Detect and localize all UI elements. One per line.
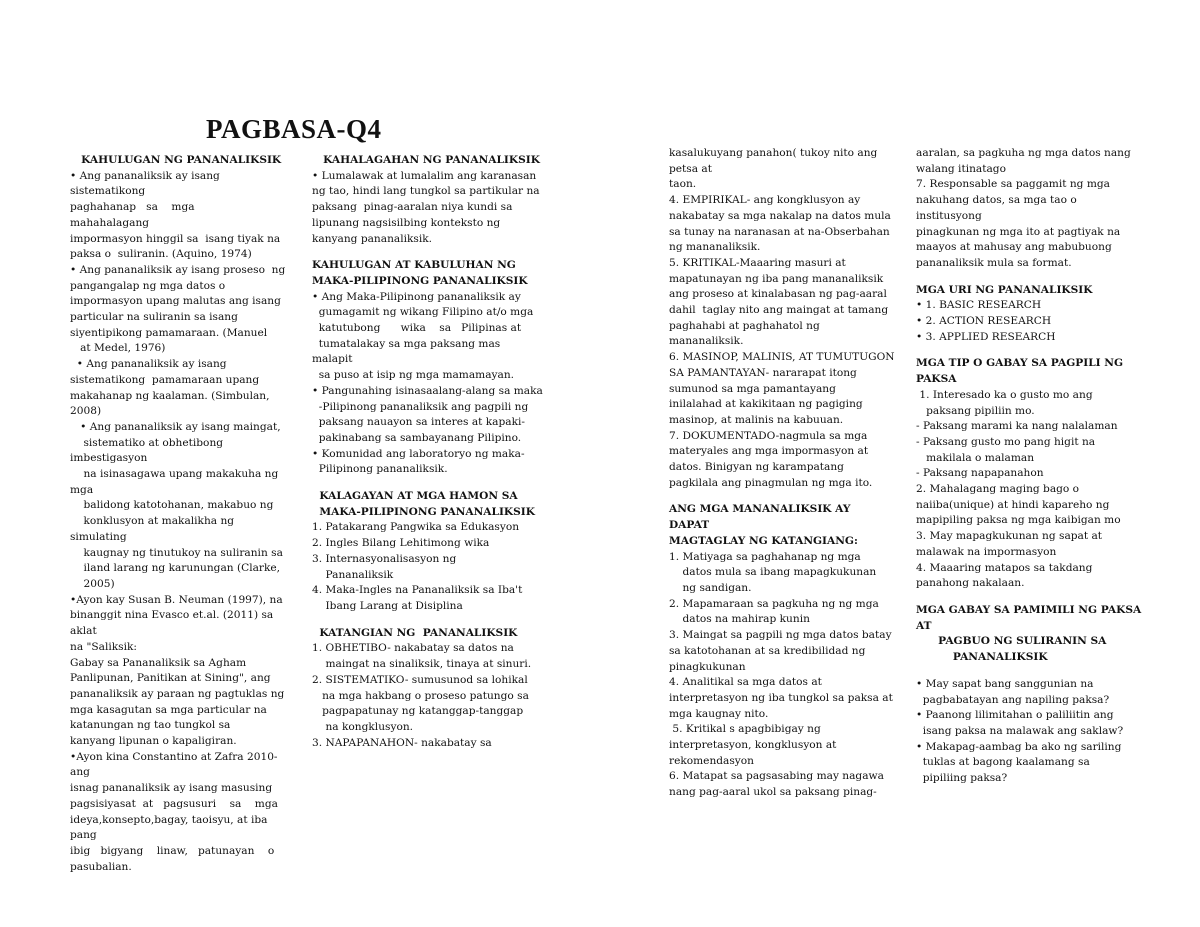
text-line: 5. KRITIKAL-Maaaring masuri at — [669, 256, 846, 269]
text-line: paksang pipiliin mo. — [916, 404, 1035, 417]
text-line: datos. Binigyan ng karampatang — [669, 461, 844, 474]
text-line: 3. NAPAPANAHON- nakabatay sa — [312, 736, 492, 749]
text-line: maayos at mahusay ang mabubuong — [916, 241, 1112, 254]
text-line: •Ayon kay Susan B. Neuman (1997), na — [70, 593, 283, 606]
text-line: paghahabi at paghahatol ng mananaliksik. — [669, 319, 824, 348]
page-title: PAGBASA-Q4 — [206, 114, 382, 144]
text-line: nakuhang datos, sa mga tao o — [916, 194, 1077, 207]
text-line: panahong nakalaan. — [916, 577, 1025, 590]
text-line: • Ang pananaliksik ay isang proseso ng — [70, 263, 286, 276]
section-heading: PANANALIKSIK — [916, 651, 1048, 664]
column-3 — [669, 146, 897, 801]
text-line: tumatalakay sa mga paksang mas malapit — [312, 337, 504, 366]
text-line: pagsisiyasat at pagsusuri sa mga — [70, 797, 278, 810]
text-line: isang paksa na malawak ang saklaw? — [916, 724, 1124, 737]
text-line: pangangalap ng mga datos o — [70, 279, 226, 292]
text-line: konklusyon at makalikha ng simulating — [70, 515, 238, 543]
text-line: naiiba(unique) at hindi kapareho ng — [916, 498, 1110, 511]
column-4 — [916, 146, 1146, 787]
text-line: -Pilipinong pananaliksik ang pagpili ng — [312, 400, 529, 413]
section-heading: MGA TIP O GABAY SA PAGPILI NG PAKSA — [916, 357, 1127, 386]
text-line: 4. Maaaring matapos sa takdang — [916, 561, 1093, 574]
text-line: sa tunay na naranasan at na-Obserbahan — [669, 225, 890, 238]
text-line: na isinasagawa upang makakuha ng mga — [70, 468, 282, 496]
text-line: pinagkunan ng mga ito at pagtiyak na — [916, 225, 1121, 238]
text-line: 2. Mahalagang maging bago o — [916, 483, 1080, 496]
text-line: - Paksang gusto mo pang higit na — [916, 435, 1096, 448]
text-line: 1. Matiyaga sa paghahanap ng mga — [669, 550, 861, 563]
text-line: • Lumalawak at lumalalim ang karanasan — [312, 169, 537, 182]
section-heading: PAGBUO NG SULIRANIN SA — [916, 635, 1107, 648]
text-line: ang proseso at kinalabasan ng pag-aaral — [669, 288, 887, 301]
text-line: 5. Kritikal s apagbibigay ng — [669, 723, 821, 736]
text-line: masinop, at malinis na kabuuan. — [669, 413, 844, 426]
text-line: particular na suliranin sa isang — [70, 311, 238, 324]
section-heading: MAKA-PILIPINONG PANANALIKSIK — [312, 274, 528, 287]
text-line: sa katotohanan at sa kredibilidad ng — [669, 644, 866, 657]
text-line: • Ang pananaliksik ay isang sistematikong — [70, 169, 227, 198]
section-heading: KALAGAYAN AT MGA HAMON SA — [312, 490, 518, 503]
spacer — [312, 615, 544, 626]
text-line: • Ang pananaliksik ay isang maingat, — [70, 420, 281, 433]
text-line: balidong katotohanan, makabuo ng — [70, 499, 274, 512]
section-heading: KATANGIAN NG PANANALIKSIK — [312, 626, 518, 639]
text-line: iland larang ng karunungan (Clarke, — [70, 562, 281, 575]
text-line: kanyang pananaliksik. — [312, 232, 433, 245]
text-line: gumagamit ng wikang Filipino at/o mga — [312, 306, 534, 319]
text-line: Pilipinong pananaliksik. — [312, 463, 448, 476]
text-line: walang itinatago — [916, 162, 1006, 175]
text-line: nang pag-aaral ukol sa paksang pinag- — [669, 786, 877, 799]
text-line: 1. Interesado ka o gusto mo ang — [916, 388, 1093, 401]
spacer — [916, 666, 1146, 677]
text-line: maingat na sinaliksik, tinaya at sinuri. — [312, 658, 532, 671]
text-line: • 1. BASIC RESEARCH — [916, 299, 1042, 312]
section-heading: KAHALAGAHAN NG PANANALIKSIK — [312, 154, 540, 166]
text-line: kasalukuyang panahon( tukoy nito ang — [669, 147, 878, 159]
text-line: 6. Matapat sa pagsasabing may nagawa — [669, 770, 884, 783]
text-line: nakabatay sa mga nakalap na datos mula — [669, 209, 891, 222]
text-line: 3. May mapagkukunan ng sapat at — [916, 530, 1103, 543]
text-line: sistematiko at obhetibong imbestigasyon — [70, 436, 227, 465]
text-line: sa puso at isip ng mga mamamayan. — [312, 369, 515, 382]
text-line: • May sapat bang sanggunian na — [916, 677, 1094, 690]
text-line: •Ayon kina Constantino at Zafra 2010- ang — [70, 750, 281, 779]
text-line: mga kasagutan sa mga particular na — [70, 703, 267, 716]
text-line: mapatunayan ng iba pang mananaliksik — [669, 272, 884, 285]
text-line: pipiliing paksa? — [916, 772, 1008, 785]
text-line: 1. Patakarang Pangwika sa Edukasyon — [312, 521, 520, 534]
section-heading: MAGTAGLAY NG KATANGIANG: — [669, 534, 858, 547]
text-line: tuklas at bagong kaalamang sa — [916, 756, 1090, 769]
text-line: - Paksang napapanahon — [916, 467, 1044, 480]
text-line: Gabay sa Pananaliksik sa Agham — [70, 656, 247, 669]
text-line: kaugnay ng tinutukoy na suliranin sa — [70, 546, 283, 559]
section-heading: KAHULUGAN NG PANANALIKSIK — [70, 154, 282, 166]
text-line: institusyong — [916, 209, 982, 222]
text-line: sumunod sa mga pamantayang — [669, 382, 836, 395]
text-line: - Paksang marami ka nang nalalaman — [916, 420, 1118, 433]
text-line: binanggit nina Evasco et.al. (2011) sa aklat — [70, 609, 277, 638]
text-line: katutubong wika sa Pilipinas at — [312, 322, 522, 335]
text-line: 2. Mapamaraan sa pagkuha ng ng mga — [669, 597, 879, 610]
text-line: • Makapag-aambag ba ako ng sariling — [916, 740, 1122, 753]
text-line: pananaliksik mula sa format. — [916, 256, 1072, 269]
text-line: interpretasyon ng iba tungkol sa paksa at — [669, 691, 893, 704]
text-line: • 2. ACTION RESEARCH — [916, 315, 1052, 328]
spacer — [312, 247, 544, 258]
text-line: na "Saliksik: — [70, 640, 137, 653]
text-line: pinagkukunan — [669, 660, 746, 673]
spacer — [916, 272, 1146, 283]
spacer — [669, 491, 897, 502]
text-line: lipunang nagsisilbing konteksto ng — [312, 216, 501, 229]
text-line: paksang pinag-aaralan niya kundi sa — [312, 201, 513, 214]
text-line: 3. Internasyonalisasyon ng — [312, 552, 457, 565]
text-line: ideya,konsepto,bagay, taoisyu, at iba pang — [70, 813, 271, 842]
text-line: malawak na impormasyon — [916, 545, 1057, 558]
text-line: Pananaliksik — [312, 568, 394, 581]
text-line: taon. — [669, 178, 697, 191]
text-line: makahanap ng kaalaman. (Simbulan, 2008) — [70, 389, 273, 418]
text-line: pagpapatunay ng katanggap-tanggap — [312, 705, 524, 718]
text-line: isnag pananaliksik ay isang masusing — [70, 782, 273, 795]
text-line: impormasyon upang malutas ang isang — [70, 295, 281, 308]
spacer — [312, 478, 544, 489]
text-line: pagbabatayan ang napiling paksa? — [916, 693, 1110, 706]
text-line: materyales ang mga impormasyon at — [669, 445, 869, 458]
text-line: • Ang pananaliksik ay isang — [70, 358, 227, 371]
text-line: rekomendasyon — [669, 754, 754, 767]
text-line: ng tao, hindi lang tungkol sa partikular na — [312, 185, 540, 198]
text-line: Ibang Larang at Disiplina — [312, 599, 463, 612]
text-line: 7. Responsable sa paggamit ng mga — [916, 178, 1110, 191]
text-line: ng sandigan. — [669, 581, 752, 594]
column-1 — [70, 153, 292, 875]
text-line: pasubalian. — [70, 860, 132, 873]
text-line: dahil taglay nito ang maingat at tamang — [669, 304, 889, 317]
text-line: na kongklusyon. — [312, 720, 414, 733]
text-line: 2. Ingles Bilang Lehitimong wika — [312, 537, 490, 550]
text-line: ibig bigyang linaw, patunayan o — [70, 844, 275, 857]
text-line: katanungan ng tao tungkol sa — [70, 719, 231, 732]
text-line: • Paanong lilimitahan o paliliitin ang — [916, 709, 1114, 722]
section-heading: MGA GABAY SA PAMIMILI NG PAKSA AT — [916, 603, 1145, 632]
text-line: siyentipikong pamamaraan. (Manuel — [70, 326, 268, 339]
text-line: pananaliksik ay paraan ng pagtuklas ng — [70, 687, 285, 700]
text-line: kanyang lipunan o kapaligiran. — [70, 735, 237, 748]
text-line: mga kaugnay nito. — [669, 707, 769, 720]
text-line: na mga hakbang o proseso patungo sa — [312, 689, 529, 702]
text-line: • Ang Maka-Pilipinong pananaliksik ay — [312, 290, 521, 303]
text-line: sistematikong pamamaraan upang — [70, 373, 260, 386]
text-line: paksa o suliranin. (Aquino, 1974) — [70, 248, 252, 261]
text-line: 4. Analitikal sa mga datos at — [669, 676, 822, 689]
text-line: petsa at — [669, 162, 713, 175]
text-line: interpretasyon, kongklusyon at — [669, 739, 837, 752]
text-line: 2005) — [70, 577, 115, 590]
text-line: mapipiling paksa ng mga kaibigan mo — [916, 514, 1121, 527]
section-heading: KAHULUGAN AT KABULUHAN NG — [312, 259, 516, 272]
text-line: 7. DOKUMENTADO-nagmula sa mga — [669, 429, 868, 442]
spacer — [916, 345, 1146, 356]
text-line: aaralan, sa pagkuha ng mga datos nang — [916, 147, 1131, 159]
text-line: pakinabang sa sambayanang Pilipino. — [312, 431, 522, 444]
text-line: makilala o malaman — [916, 451, 1035, 464]
text-line: • Komunidad ang laboratoryo ng maka- — [312, 447, 525, 460]
text-line: paksang nauayon sa interes at kapaki- — [312, 416, 525, 429]
text-line: 1. OBHETIBO- nakabatay sa datos na — [312, 642, 514, 655]
text-line: 6. MASINOP, MALINIS, AT TUMUTUGON — [669, 351, 895, 364]
text-line: SA PAMANTAYAN- nararapat itong — [669, 366, 857, 379]
section-heading: MGA URI NG PANANALIKSIK — [916, 283, 1093, 296]
text-line: 4. EMPIRIKAL- ang kongklusyon ay — [669, 194, 861, 207]
section-heading: MAKA-PILIPINONG PANANALIKSIK — [312, 505, 535, 518]
text-line: • 3. APPLIED RESEARCH — [916, 330, 1056, 343]
section-heading: ANG MGA MANANALIKSIK AY DAPAT — [669, 503, 858, 532]
text-line: ng mananaliksik. — [669, 241, 761, 254]
text-line: 4. Maka-Ingles na Pananaliksik sa Iba't — [312, 584, 523, 597]
text-line: Panlipunan, Panitikan at Sining", ang — [70, 672, 271, 685]
text-line: • Pangunahing isinasaalang-alang sa maka — [312, 384, 543, 397]
text-line: impormasyon hinggil sa isang tiyak na — [70, 232, 281, 245]
text-line: at Medel, 1976) — [70, 342, 166, 355]
text-line: datos mula sa ibang mapagkukunan — [669, 566, 877, 579]
text-line: pagkilala ang pinagmulan ng mga ito. — [669, 476, 873, 489]
column-2 — [312, 153, 544, 751]
text-line: 3. Maingat sa pagpili ng mga datos batay — [669, 629, 892, 642]
text-line: inilalahad at kakikitaan ng pagiging — [669, 398, 863, 411]
spacer — [916, 592, 1146, 603]
text-line: paghahanap sa mga mahahalagang — [70, 201, 215, 229]
text-line: 2. SISTEMATIKO- sumusunod sa lohikal — [312, 673, 528, 686]
text-line: datos na mahirap kunin — [669, 613, 810, 626]
